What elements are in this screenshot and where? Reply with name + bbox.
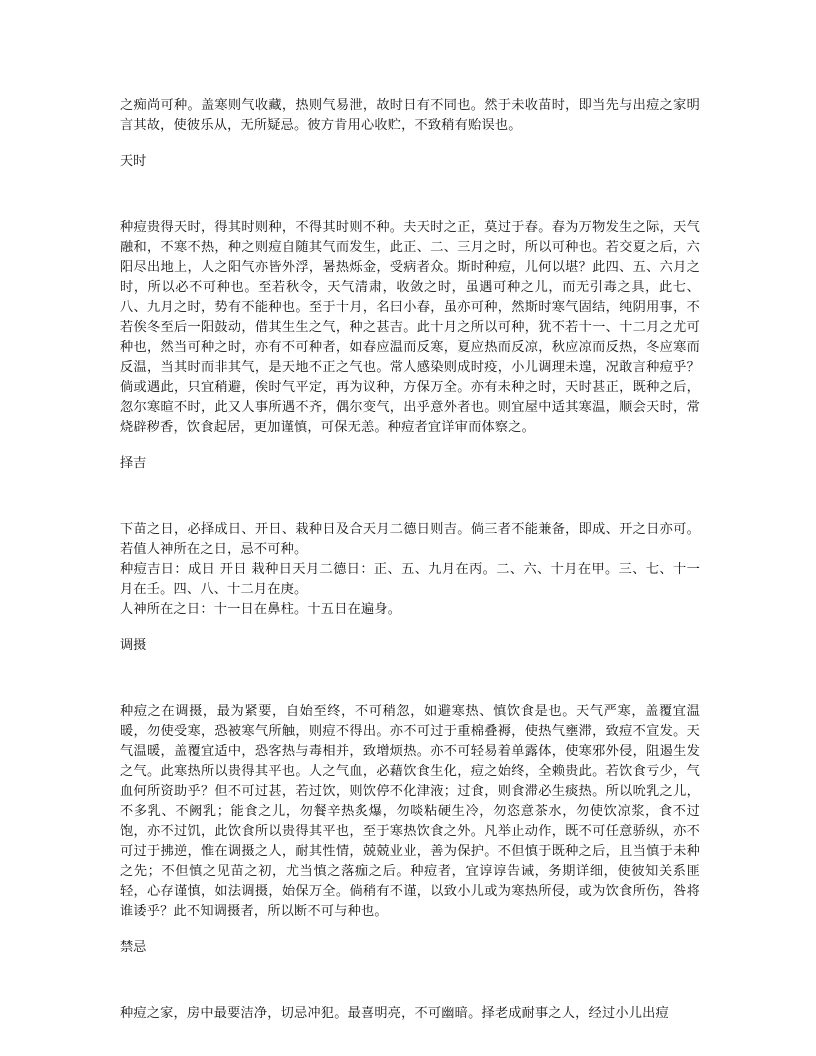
section-heading-tiaoshe: 调摄 [120,638,147,653]
intro-paragraph: 之痴尚可种。盖寒则气收藏，热则气易泄，故时日有不同也。然于未收苗时，即当先与出痘之家明言其故，使彼乐从，无所疑忌。彼方肯用心收贮，不致稍有贻误也。 [120,98,700,133]
section-zeji [120,454,700,636]
section-jinji [120,938,700,1024]
section-paragraph: 人神所在之日：十一日在鼻柱。十五日在遍身。 [120,602,402,617]
section-heading-tianshi: 天时 [120,154,147,169]
document-page [120,96,700,1024]
section-paragraph: 种痘之家，房中最要洁净，切忌冲犯。最喜明亮，不可幽暗。择老成耐事之人，经过小儿出痘 [120,1006,669,1021]
section-paragraph: 下苗之日，必择成日、开日、栽种日及合天月二德日则吉。倘三者不能兼备，即成、开之日亦可。若值人神所在之日，忌不可种。 [120,522,700,557]
section-heading-zeji: 择吉 [120,456,147,471]
section-paragraph: 种痘吉日：成日 开日 栽种日天月二德日：正、五、九月在丙。二、六、十月在甲。三、七、十一月在壬。四、八、十二月在庚。 [120,562,700,597]
section-paragraph: 种痘之在调摄，最为紧要，自始至终，不可稍忽，如避寒热、慎饮食是也。天气严寒，盖覆宜温暖，勿使受寒，恐被寒气所触，则痘不得出。亦不可过于重棉叠褥，使热气壅滞，致痘不宣发。天气温暖，盖覆宜适中，恐客热与毒相并，致增烦热。亦不可轻易着单露体，使寒邪外侵，阻遏生发之气。此寒热所以贵得其平也。人之气血，必藉饮食生化，痘之始终，全赖贵此。若饮食亏少，气血何所资助乎？但不可过甚，若过饮，则饮停不化津液；过食，则食滞必生痰热。所以吮乳之儿，不多乳、不阙乳；能食之儿，勿餐辛热炙爆，勿啖粘硬生冷，勿恣意茶水，勿使饮凉浆，食不过饱，亦不过饥，此饮食所以贵得其平也，至于寒热饮食之外。凡举止动作，既不可任意骄纵，亦不可过于拂逆，惟在调摄之人，耐其性情，兢兢业业，善为保护。不但慎于既种之后，且当慎于未种之先；不但慎之见苗之初，尤当慎之落痂之后。种痘者，宜谆谆告诫，务期详细，使彼知关系匪轻，心存谨慎，如法调摄，始保万全。倘稍有不谨，以致小儿或为寒热所侵，或为饮食所伤，咎将谁诿乎？此不知调摄者，所以断不可与种也。 [120,704,700,919]
section-tiaoshe [120,636,700,938]
section-heading-jinji: 禁忌 [120,940,147,955]
section-tianshi [120,152,700,454]
section-paragraph: 种痘贵得天时，得其时则种，不得其时则不种。夫天时之正，莫过于春。春为万物发生之际，天气融和，不寒不热，种之则痘自随其气而发生，此正、二、三月之时，所以可种也。若交夏之后，六阳尽出地上，人之阳气亦皆外浮，暑热烁金，受病者众。斯时种痘，儿何以堪？此四、五、六月之时，所以必不可种也。至若秋令，天气清肃，收敛之时，虽遇可种之儿，而无引毒之具，此七、八、九月之时，势有不能种也。至于十月，名曰小春，虽亦可种，然斯时寒气固结，纯阴用事，不若俟冬至后一阳鼓动，借其生生之气，种之甚吉。此十月之所以可种，犹不若十一、十二月之尤可种也，然当可种之时，亦有不可种者，如春应温而反寒，夏应热而反凉，秋应凉而反热，冬应寒而反温，当其时而非其气，是天地不正之气也。常人感染则成时疫，小儿调理未遑，况敢言种痘乎？倘或遇此，只宜稍避，俟时气平定，再为议种，方保万全。亦有未种之时，天时甚正，既种之后，忽尔寒暄不时，此又人事所遇不齐，偶尔变气，出乎意外者也。则宜屋中适其寒温，顺会天时，常烧辟秽香，饮食起居，更加谨慎，可保无恙。种痘者宜详审而体察之。 [120,220,700,435]
